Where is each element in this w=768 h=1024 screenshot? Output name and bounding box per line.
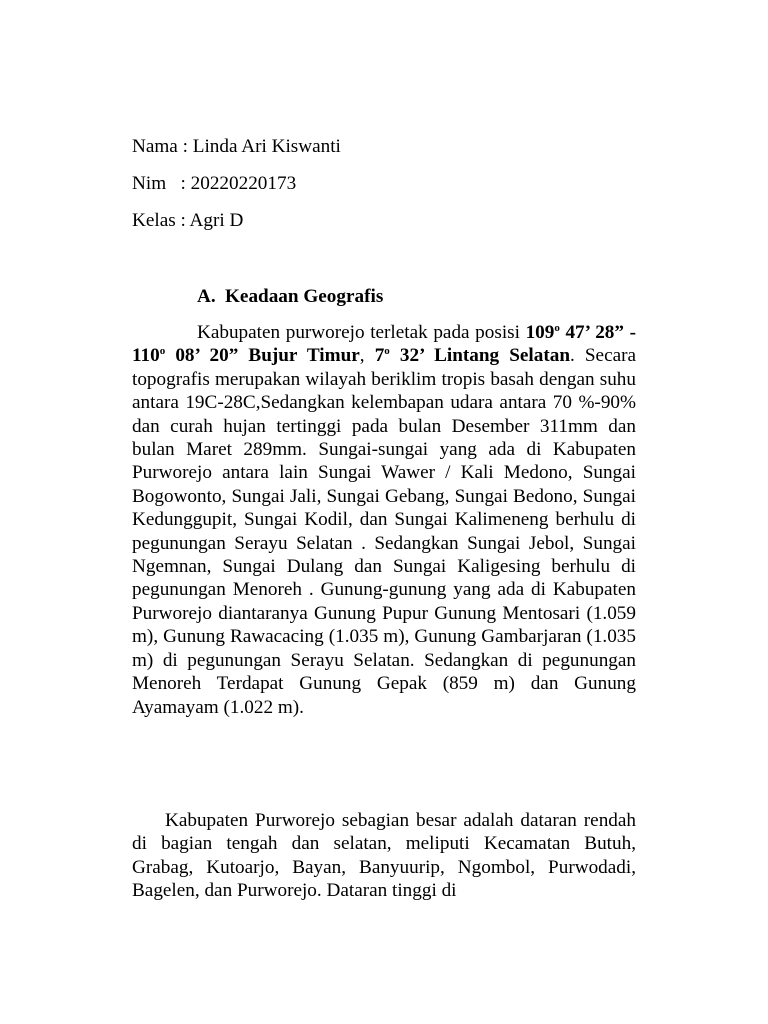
degree-symbol: o	[554, 322, 560, 334]
section-title: Keadaan Geografis	[225, 286, 384, 307]
student-name: Nama : Linda Ari Kiswanti	[132, 136, 341, 157]
paragraph-lowlands: Kabupaten Purworejo sebagian besar adalah dataran rendah di bagian tengah dan selatan, meliputi Kecamatan Butuh, Grabag, Kutoarjo, Bayan, Banyuurip, Ngombol, Purwodadi, Bagelen, dan Purworejo. Dataran tinggi di	[132, 810, 636, 902]
section-number: A.	[197, 286, 216, 307]
coordinate-latitude: 7$^o$ 32’ Lintang Selatan	[374, 345, 570, 367]
student-nim: Nim : 20220220173	[132, 173, 297, 194]
paragraph-geography: Kabupaten purworejo terletak pada posisi 109$^o$ 47’ 28” - 110$^o$ 08’ 20” Bujur Timur, 7$^o$ 32’ Lintang Selatan. Secara topografis merupakan wilayah beriklim tropis basah dengan suhu antara 19C-28C,Sedangkan kelembapan udara antara 70 %-90% dan curah hujan tertinggi pada bulan Desember 311mm dan bulan Maret 289mm. Sungai-sungai yang ada di Kabupaten Purworejo antara lain Sungai Wawer / Kali Medono, Sungai Bogowonto, Sungai Jali, Sungai Gebang, Sungai Bedono, Sungai Kedunggupit, Sungai Kodil, dan Sungai Kalimeneng berhulu di pegunungan Serayu Selatan . Sedangkan Sungai Jebol, Sungai Ngemnan, Sungai Dulang dan Sungai Kaligesing berhulu di pegunungan Menoreh . Gunung-gunung yang ada di Kabupaten Purworejo diantaranya Gunung Pupur Gunung Mentosari (1.059 m), Gunung Rawacacing (1.035 m), Gunung Gambarjaran (1.035 m) di pegunungan Serayu Selatan. Sedangkan di pegunungan Menoreh Terdapat Gunung Gepak (859 m) dan Gunung Ayamayam (1.022 m).	[132, 322, 637, 718]
student-class: Kelas : Agri D	[132, 210, 244, 231]
degree-symbol: o	[384, 345, 390, 358]
paragraph-body: . Secara topografis merupakan wilayah beriklim tropis basah dengan suhu antara 19C-28C,Sedangkan kelembapan udara antara 70 %-90% dan curah hujan tertinggi pada bulan Desember 311mm dan bulan Maret 289mm. Sungai-sungai yang ada di Kabupaten Purworejo antara lain Sungai Wawer / Kali Medono, Sungai Bogowonto, Sungai Jali, Sungai Gebang, Sungai Bedono, Sungai Kedunggupit, Sungai Kodil, dan Sungai Kalimeneng berhulu di pegunungan Serayu Selatan . Sedangkan Sungai Jebol, Sungai Ngemnan, Sungai Dulang dan Sungai Kaligesing berhulu di pegunungan Menoreh . Gunung-gunung yang ada di Kabupaten Purworejo diantaranya Gunung Pupur Gunung Mentosari (1.059 m), Gunung Rawacacing (1.035 m), Gunung Gambarjaran (1.035 m) di pegunungan Serayu Selatan. Sedangkan di pegunungan Menoreh Terdapat Gunung Gepak (859 m) dan Gunung Ayamayam (1.022 m).	[132, 345, 637, 718]
coordinate-longitude: 109$^o$ 47’ 28” - 110$^o$ 08’ 20” Bujur Timur	[132, 322, 637, 367]
section-heading	[197, 285, 383, 309]
paragraph-intro: Kabupaten purworejo terletak pada posisi	[197, 322, 526, 343]
degree-symbol: o	[159, 345, 166, 358]
